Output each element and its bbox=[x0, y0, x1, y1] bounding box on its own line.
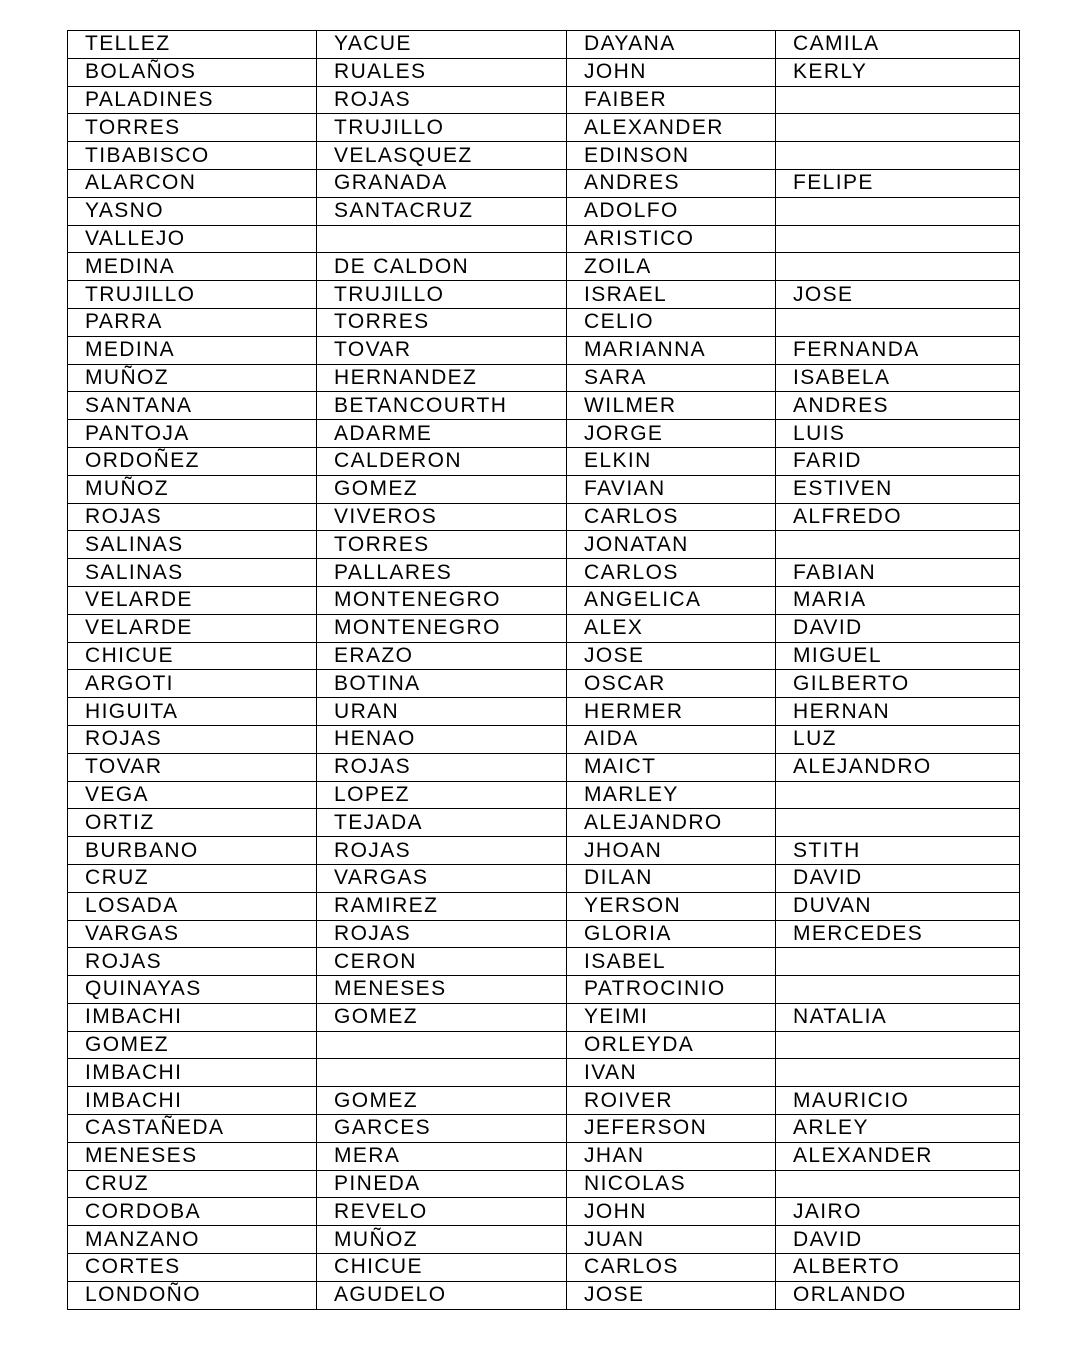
first-name-cell: OSCAR bbox=[567, 670, 776, 698]
second-name-cell: GILBERTO bbox=[776, 670, 1020, 698]
first-name-cell: AIDA bbox=[567, 725, 776, 753]
second-name-cell: DAVID bbox=[776, 864, 1020, 892]
first-surname-cell: MANZANO bbox=[68, 1226, 317, 1254]
second-name-cell: HERNAN bbox=[776, 698, 1020, 726]
second-surname-cell: PALLARES bbox=[317, 559, 567, 587]
second-surname-cell: CALDERON bbox=[317, 447, 567, 475]
first-surname-cell: BOLAÑOS bbox=[68, 58, 317, 86]
table-row bbox=[68, 253, 1020, 281]
first-name-cell: YERSON bbox=[567, 892, 776, 920]
second-name-cell bbox=[776, 197, 1020, 225]
first-surname-cell: IMBACHI bbox=[68, 1003, 317, 1031]
second-surname-cell: MENESES bbox=[317, 976, 567, 1004]
second-name-cell: ESTIVEN bbox=[776, 475, 1020, 503]
second-name-cell bbox=[776, 976, 1020, 1004]
table-row bbox=[68, 1170, 1020, 1198]
second-surname-cell: ROJAS bbox=[317, 753, 567, 781]
second-name-cell: ORLANDO bbox=[776, 1281, 1020, 1309]
first-name-cell: ROIVER bbox=[567, 1087, 776, 1115]
first-surname-cell: CASTAÑEDA bbox=[68, 1115, 317, 1143]
first-surname-cell: MENESES bbox=[68, 1142, 317, 1170]
table-row bbox=[68, 864, 1020, 892]
first-name-cell: ISRAEL bbox=[567, 281, 776, 309]
second-name-cell: FERNANDA bbox=[776, 336, 1020, 364]
table-row bbox=[68, 559, 1020, 587]
table-row bbox=[68, 31, 1020, 59]
second-name-cell: FABIAN bbox=[776, 559, 1020, 587]
second-name-cell: FARID bbox=[776, 447, 1020, 475]
table-row bbox=[68, 670, 1020, 698]
second-surname-cell: TRUJILLO bbox=[317, 281, 567, 309]
second-surname-cell bbox=[317, 225, 567, 253]
table-row bbox=[68, 197, 1020, 225]
second-surname-cell: SANTACRUZ bbox=[317, 197, 567, 225]
first-surname-cell: IMBACHI bbox=[68, 1059, 317, 1087]
first-name-cell: MARIANNA bbox=[567, 336, 776, 364]
second-surname-cell bbox=[317, 1031, 567, 1059]
second-surname-cell: MONTENEGRO bbox=[317, 614, 567, 642]
second-surname-cell: HENAO bbox=[317, 725, 567, 753]
first-surname-cell: TORRES bbox=[68, 114, 317, 142]
second-name-cell: ALBERTO bbox=[776, 1254, 1020, 1282]
second-name-cell: LUZ bbox=[776, 725, 1020, 753]
first-surname-cell: ALARCON bbox=[68, 169, 317, 197]
second-surname-cell: MUÑOZ bbox=[317, 1226, 567, 1254]
second-name-cell bbox=[776, 142, 1020, 170]
first-name-cell: IVAN bbox=[567, 1059, 776, 1087]
second-surname-cell: GOMEZ bbox=[317, 1003, 567, 1031]
first-name-cell: JONATAN bbox=[567, 531, 776, 559]
first-surname-cell: VALLEJO bbox=[68, 225, 317, 253]
first-surname-cell: ARGOTI bbox=[68, 670, 317, 698]
first-surname-cell: MUÑOZ bbox=[68, 364, 317, 392]
second-name-cell bbox=[776, 114, 1020, 142]
first-surname-cell: SALINAS bbox=[68, 559, 317, 587]
first-surname-cell: VARGAS bbox=[68, 920, 317, 948]
first-name-cell: ANDRES bbox=[567, 169, 776, 197]
table-row bbox=[68, 1115, 1020, 1143]
second-name-cell: MARIA bbox=[776, 586, 1020, 614]
first-surname-cell: TELLEZ bbox=[68, 31, 317, 59]
table-row bbox=[68, 420, 1020, 448]
second-name-cell: FELIPE bbox=[776, 169, 1020, 197]
table-row bbox=[68, 781, 1020, 809]
second-name-cell bbox=[776, 1170, 1020, 1198]
second-surname-cell: MONTENEGRO bbox=[317, 586, 567, 614]
first-name-cell: JHOAN bbox=[567, 837, 776, 865]
first-surname-cell: QUINAYAS bbox=[68, 976, 317, 1004]
table-row bbox=[68, 114, 1020, 142]
table-row bbox=[68, 225, 1020, 253]
table-row bbox=[68, 698, 1020, 726]
second-surname-cell: ROJAS bbox=[317, 920, 567, 948]
second-name-cell bbox=[776, 809, 1020, 837]
second-surname-cell: YACUE bbox=[317, 31, 567, 59]
names-table-body bbox=[68, 31, 1020, 1310]
first-surname-cell: CHICUE bbox=[68, 642, 317, 670]
first-surname-cell: PANTOJA bbox=[68, 420, 317, 448]
first-name-cell: JUAN bbox=[567, 1226, 776, 1254]
first-surname-cell: TOVAR bbox=[68, 753, 317, 781]
first-surname-cell: PALADINES bbox=[68, 86, 317, 114]
second-surname-cell: ROJAS bbox=[317, 837, 567, 865]
second-surname-cell: MERA bbox=[317, 1142, 567, 1170]
first-surname-cell: VELARDE bbox=[68, 614, 317, 642]
first-surname-cell: CORTES bbox=[68, 1254, 317, 1282]
first-name-cell: PATROCINIO bbox=[567, 976, 776, 1004]
first-name-cell: JOSE bbox=[567, 642, 776, 670]
first-surname-cell: SALINAS bbox=[68, 531, 317, 559]
first-name-cell: HERMER bbox=[567, 698, 776, 726]
table-row bbox=[68, 447, 1020, 475]
table-row bbox=[68, 809, 1020, 837]
second-surname-cell: URAN bbox=[317, 698, 567, 726]
second-surname-cell: RUALES bbox=[317, 58, 567, 86]
second-name-cell bbox=[776, 253, 1020, 281]
first-name-cell: ALEJANDRO bbox=[567, 809, 776, 837]
first-surname-cell: ORDOÑEZ bbox=[68, 447, 317, 475]
table-row bbox=[68, 1031, 1020, 1059]
second-surname-cell: LOPEZ bbox=[317, 781, 567, 809]
table-row bbox=[68, 1003, 1020, 1031]
table-row bbox=[68, 169, 1020, 197]
second-surname-cell: TORRES bbox=[317, 531, 567, 559]
first-name-cell: CARLOS bbox=[567, 559, 776, 587]
second-surname-cell: REVELO bbox=[317, 1198, 567, 1226]
first-name-cell: ANGELICA bbox=[567, 586, 776, 614]
first-name-cell: FAIBER bbox=[567, 86, 776, 114]
table-row bbox=[68, 948, 1020, 976]
table-row bbox=[68, 503, 1020, 531]
table-row bbox=[68, 837, 1020, 865]
second-surname-cell: GOMEZ bbox=[317, 475, 567, 503]
second-surname-cell: VARGAS bbox=[317, 864, 567, 892]
table-row bbox=[68, 364, 1020, 392]
first-name-cell: ARISTICO bbox=[567, 225, 776, 253]
first-name-cell: ALEX bbox=[567, 614, 776, 642]
first-name-cell: JHAN bbox=[567, 1142, 776, 1170]
second-name-cell: ARLEY bbox=[776, 1115, 1020, 1143]
table-row bbox=[68, 1226, 1020, 1254]
first-name-cell: CARLOS bbox=[567, 1254, 776, 1282]
first-name-cell: MARLEY bbox=[567, 781, 776, 809]
first-surname-cell: CORDOBA bbox=[68, 1198, 317, 1226]
second-surname-cell: AGUDELO bbox=[317, 1281, 567, 1309]
second-surname-cell: RAMIREZ bbox=[317, 892, 567, 920]
second-surname-cell: ADARME bbox=[317, 420, 567, 448]
first-name-cell: NICOLAS bbox=[567, 1170, 776, 1198]
first-name-cell: DAYANA bbox=[567, 31, 776, 59]
second-name-cell: MIGUEL bbox=[776, 642, 1020, 670]
first-name-cell: ADOLFO bbox=[567, 197, 776, 225]
first-name-cell: JOSE bbox=[567, 1281, 776, 1309]
first-surname-cell: YASNO bbox=[68, 197, 317, 225]
table-row bbox=[68, 392, 1020, 420]
first-name-cell: CARLOS bbox=[567, 503, 776, 531]
second-name-cell: ANDRES bbox=[776, 392, 1020, 420]
first-name-cell: YEIMI bbox=[567, 1003, 776, 1031]
second-surname-cell: GRANADA bbox=[317, 169, 567, 197]
first-surname-cell: LONDOÑO bbox=[68, 1281, 317, 1309]
first-surname-cell: CRUZ bbox=[68, 864, 317, 892]
first-surname-cell: MUÑOZ bbox=[68, 475, 317, 503]
second-surname-cell: ERAZO bbox=[317, 642, 567, 670]
second-surname-cell: PINEDA bbox=[317, 1170, 567, 1198]
first-name-cell: ISABEL bbox=[567, 948, 776, 976]
first-name-cell: GLORIA bbox=[567, 920, 776, 948]
table-row bbox=[68, 531, 1020, 559]
table-row bbox=[68, 642, 1020, 670]
table-row bbox=[68, 1142, 1020, 1170]
second-name-cell: NATALIA bbox=[776, 1003, 1020, 1031]
second-surname-cell: TOVAR bbox=[317, 336, 567, 364]
first-name-cell: DILAN bbox=[567, 864, 776, 892]
first-surname-cell: VEGA bbox=[68, 781, 317, 809]
table-row bbox=[68, 1087, 1020, 1115]
first-surname-cell: LOSADA bbox=[68, 892, 317, 920]
second-surname-cell: GARCES bbox=[317, 1115, 567, 1143]
first-surname-cell: PARRA bbox=[68, 308, 317, 336]
second-name-cell: ISABELA bbox=[776, 364, 1020, 392]
first-name-cell: JOHN bbox=[567, 58, 776, 86]
second-name-cell: ALEJANDRO bbox=[776, 753, 1020, 781]
second-surname-cell: ROJAS bbox=[317, 86, 567, 114]
second-name-cell: ALFREDO bbox=[776, 503, 1020, 531]
table-row bbox=[68, 281, 1020, 309]
first-name-cell: ZOILA bbox=[567, 253, 776, 281]
first-name-cell: SARA bbox=[567, 364, 776, 392]
second-name-cell bbox=[776, 225, 1020, 253]
first-name-cell: CELIO bbox=[567, 308, 776, 336]
first-name-cell: JORGE bbox=[567, 420, 776, 448]
second-surname-cell: TEJADA bbox=[317, 809, 567, 837]
first-surname-cell: GOMEZ bbox=[68, 1031, 317, 1059]
second-name-cell: MAURICIO bbox=[776, 1087, 1020, 1115]
first-surname-cell: TRUJILLO bbox=[68, 281, 317, 309]
first-surname-cell: MEDINA bbox=[68, 336, 317, 364]
second-name-cell: JOSE bbox=[776, 281, 1020, 309]
second-name-cell bbox=[776, 1031, 1020, 1059]
first-name-cell: MAICT bbox=[567, 753, 776, 781]
second-surname-cell: VIVEROS bbox=[317, 503, 567, 531]
second-surname-cell: VELASQUEZ bbox=[317, 142, 567, 170]
second-name-cell: ALEXANDER bbox=[776, 1142, 1020, 1170]
first-name-cell: ELKIN bbox=[567, 447, 776, 475]
first-name-cell: FAVIAN bbox=[567, 475, 776, 503]
table-row bbox=[68, 753, 1020, 781]
second-surname-cell: DE CALDON bbox=[317, 253, 567, 281]
second-name-cell bbox=[776, 781, 1020, 809]
first-name-cell: JOHN bbox=[567, 1198, 776, 1226]
second-surname-cell: CERON bbox=[317, 948, 567, 976]
second-name-cell bbox=[776, 531, 1020, 559]
first-name-cell: ORLEYDA bbox=[567, 1031, 776, 1059]
table-row bbox=[68, 1254, 1020, 1282]
first-surname-cell: BURBANO bbox=[68, 837, 317, 865]
table-row bbox=[68, 586, 1020, 614]
table-row bbox=[68, 1198, 1020, 1226]
second-name-cell: DAVID bbox=[776, 1226, 1020, 1254]
first-surname-cell: HIGUITA bbox=[68, 698, 317, 726]
first-surname-cell: ROJAS bbox=[68, 948, 317, 976]
first-surname-cell: SANTANA bbox=[68, 392, 317, 420]
second-surname-cell: TRUJILLO bbox=[317, 114, 567, 142]
second-name-cell bbox=[776, 308, 1020, 336]
second-surname-cell: HERNANDEZ bbox=[317, 364, 567, 392]
first-name-cell: EDINSON bbox=[567, 142, 776, 170]
table-row bbox=[68, 920, 1020, 948]
second-name-cell bbox=[776, 1059, 1020, 1087]
names-table bbox=[67, 30, 1020, 1310]
second-surname-cell: BETANCOURTH bbox=[317, 392, 567, 420]
table-row bbox=[68, 1281, 1020, 1309]
table-row bbox=[68, 336, 1020, 364]
table-row bbox=[68, 892, 1020, 920]
first-surname-cell: ROJAS bbox=[68, 725, 317, 753]
second-name-cell bbox=[776, 948, 1020, 976]
first-name-cell: JEFERSON bbox=[567, 1115, 776, 1143]
first-surname-cell: VELARDE bbox=[68, 586, 317, 614]
second-name-cell: STITH bbox=[776, 837, 1020, 865]
table-row bbox=[68, 1059, 1020, 1087]
table-row bbox=[68, 58, 1020, 86]
first-surname-cell: CRUZ bbox=[68, 1170, 317, 1198]
first-surname-cell: TIBABISCO bbox=[68, 142, 317, 170]
second-surname-cell bbox=[317, 1059, 567, 1087]
first-surname-cell: MEDINA bbox=[68, 253, 317, 281]
table-row bbox=[68, 614, 1020, 642]
second-name-cell: LUIS bbox=[776, 420, 1020, 448]
table-row bbox=[68, 142, 1020, 170]
second-surname-cell: BOTINA bbox=[317, 670, 567, 698]
second-name-cell: CAMILA bbox=[776, 31, 1020, 59]
second-name-cell: MERCEDES bbox=[776, 920, 1020, 948]
table-row bbox=[68, 86, 1020, 114]
table-row bbox=[68, 725, 1020, 753]
second-surname-cell: GOMEZ bbox=[317, 1087, 567, 1115]
second-name-cell: DUVAN bbox=[776, 892, 1020, 920]
second-surname-cell: TORRES bbox=[317, 308, 567, 336]
second-name-cell: JAIRO bbox=[776, 1198, 1020, 1226]
first-surname-cell: ROJAS bbox=[68, 503, 317, 531]
second-surname-cell: CHICUE bbox=[317, 1254, 567, 1282]
first-name-cell: ALEXANDER bbox=[567, 114, 776, 142]
table-row bbox=[68, 976, 1020, 1004]
second-name-cell: DAVID bbox=[776, 614, 1020, 642]
first-name-cell: WILMER bbox=[567, 392, 776, 420]
table-row bbox=[68, 308, 1020, 336]
first-surname-cell: IMBACHI bbox=[68, 1087, 317, 1115]
second-name-cell: KERLY bbox=[776, 58, 1020, 86]
first-surname-cell: ORTIZ bbox=[68, 809, 317, 837]
table-row bbox=[68, 475, 1020, 503]
second-name-cell bbox=[776, 86, 1020, 114]
